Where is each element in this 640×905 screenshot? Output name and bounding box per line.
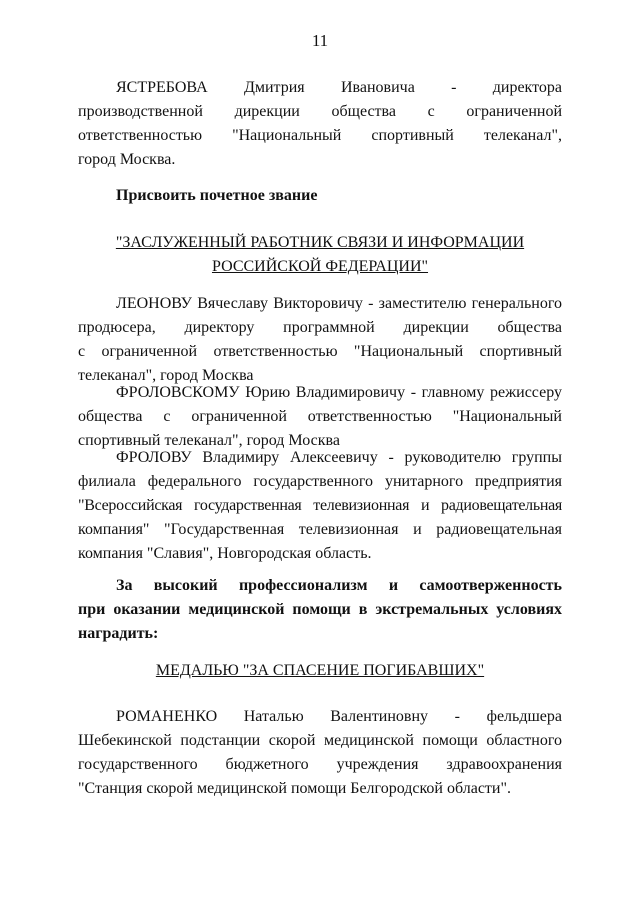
text-line: производственной дирекции общества с ограниченной (78, 103, 562, 120)
text-line: "Станция скорой медицинской помощи Белгородской области". (78, 780, 512, 797)
text-line: филиала федерального государственного унитарного предприятия (78, 473, 562, 490)
award-intro (78, 574, 562, 646)
text-line: За высокий профессионализм и самоотверженность (116, 577, 562, 594)
recipient-block-frolovsky (78, 381, 562, 453)
recipient-block-romanenko (78, 705, 562, 801)
award-title-line: МЕДАЛЬЮ "ЗА СПАСЕНИЕ ПОГИБАВШИХ" (155, 662, 485, 679)
award-title-line: "ЗАСЛУЖЕННЫЙ РАБОТНИК СВЯЗИ И ИНФОРМАЦИИ (115, 234, 525, 251)
text-line: государственного бюджетного учреждения здравоохранения (78, 756, 562, 773)
text-line: Шебекинской подстанции скорой медицинской помощи областного (78, 732, 562, 749)
text-line: РОМАНЕНКО Наталью Валентиновну - фельдшера (116, 708, 562, 725)
text-line: ответственностью "Национальный спортивный телеканал", (78, 127, 562, 144)
text-line: ЯСТРЕБОВА Дмитрия Ивановича - директора (116, 79, 562, 96)
award-title-line: РОССИЙСКОЙ ФЕДЕРАЦИИ" (211, 258, 429, 275)
text-line: ФРОЛОВУ Владимиру Алексеевичу - руководителю группы (116, 449, 562, 466)
text-line: при оказании медицинской помощи в экстремальных условиях (78, 601, 562, 618)
text-line: с ограниченной ответственностью "Национальный спортивный (78, 343, 562, 360)
text-line: телеканал", город Москва (78, 367, 254, 384)
recipient-block-frolov (78, 446, 562, 566)
text-line: ФРОЛОВСКОМУ Юрию Владимировичу - главному режиссеру (116, 384, 562, 401)
recipient-block-yastrebov (78, 76, 562, 172)
text-line: наградить: (78, 625, 159, 642)
text-line: общества с ограниченной ответственностью "Национальный (78, 408, 562, 425)
text-line: продюсера, директору программной дирекции общества (78, 319, 562, 336)
text-line: спортивный телеканал", город Москва (78, 432, 340, 449)
award-intro: Присвоить почетное звание (116, 187, 318, 204)
page-number: 11 (311, 31, 329, 50)
text-line: "Всероссийская государственная телевизионная и радиовещательная (78, 497, 562, 514)
text-line: город Москва. (78, 151, 176, 168)
recipient-block-leonov (78, 292, 562, 388)
text-line: компания" "Государственная телевизионная и радиовещательная (78, 521, 562, 538)
text-line: ЛЕОНОВУ Вячеславу Викторовичу - заместителю генерального (116, 295, 562, 312)
text-line: компания "Славия", Новгородская область. (78, 545, 372, 562)
